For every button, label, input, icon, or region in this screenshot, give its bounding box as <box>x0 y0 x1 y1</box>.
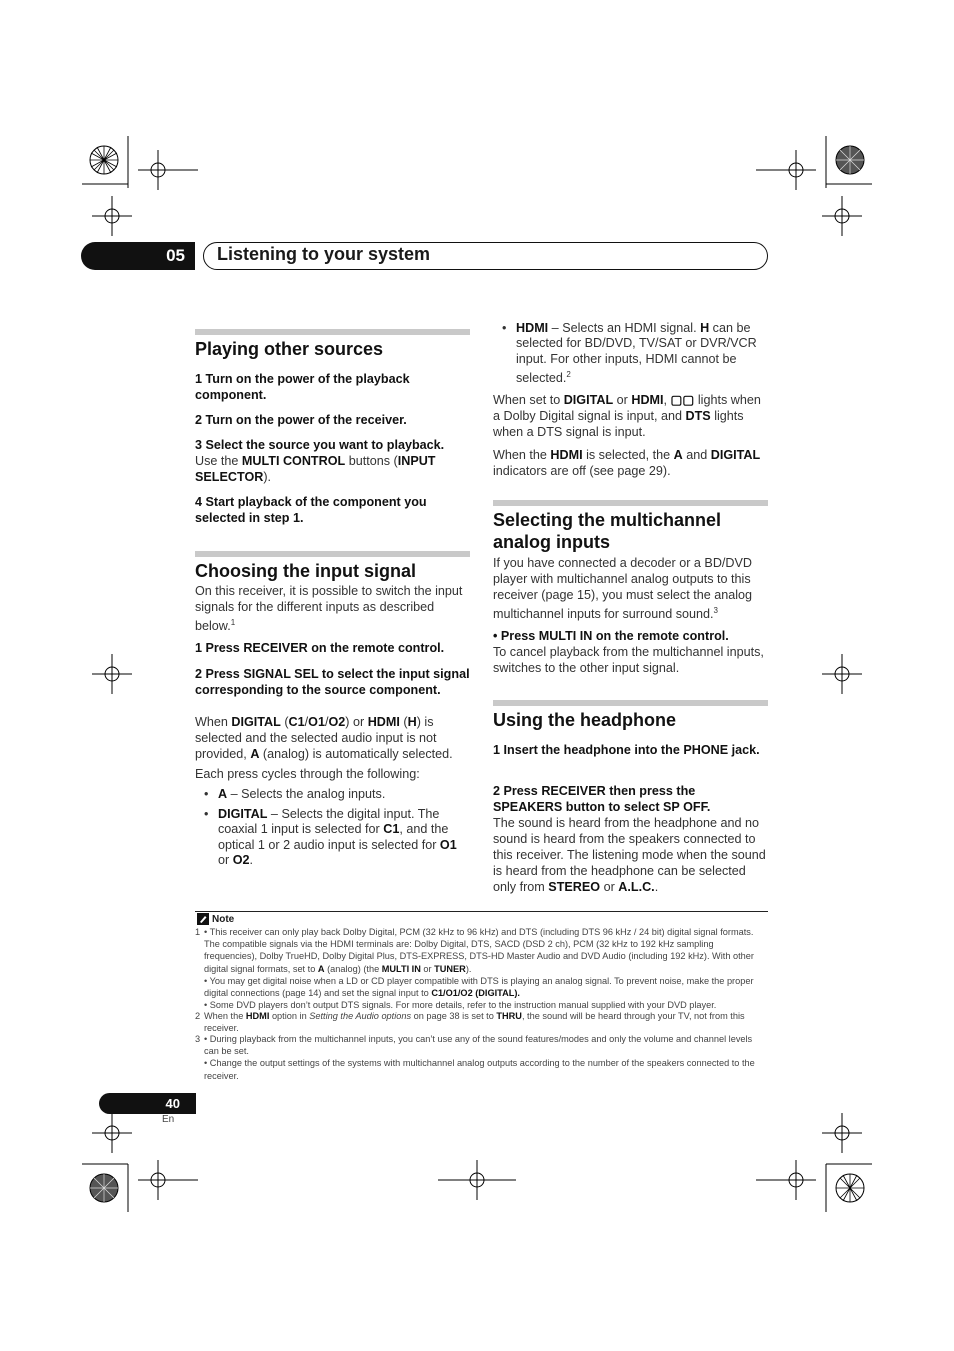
dolby-digital-icon: ▢▢ <box>670 393 695 407</box>
cycles-text: Each press cycles through the following: <box>195 767 420 781</box>
registration-mark-icon <box>820 654 870 694</box>
step-2: 2 Press RECEIVER then press the SPEAKERS button to select SP OFF. <box>493 784 711 814</box>
chapter-number: 05 <box>81 242 195 270</box>
page-number: 40 <box>99 1093 196 1114</box>
step-multi-in: • Press MULTI IN on the remote control. <box>493 629 729 643</box>
step-2: 2 Turn on the power of the receiver. <box>195 413 407 427</box>
section-divider <box>195 551 470 557</box>
when-set-paragraph: When set to DIGITAL or HDMI, ▢▢ lights when a Dolby Digital signal is input, and DTS lights when a DTS signal is input. <box>493 393 761 439</box>
step-3: 3 Select the source you want to playback. <box>195 438 445 452</box>
choosing-intro: On this receiver, it is possible to switch the input signals for the different inputs as described below.$^1$ <box>195 584 463 634</box>
headphone-body: The sound is heard from the headphone and no sound is heard from the speakers connected to this receiver. The listening mode when the sound is heard from the headphone can be selected only from STEREO or A.L.C.. <box>493 816 766 894</box>
step-1: 1 Insert the headphone into the PHONE jack. <box>493 743 760 757</box>
footnote-2: 2 When the HDMI option in Setting the Audio options on page 38 is set to THRU, the sound will be heard through your TV, not from this receiver. <box>195 1011 745 1034</box>
bullet-hdmi: • HDMI – Selects an HDMI signal. H can be selected for BD/DVD, TV/SAT or DVR/VCR input. For other inputs, HDMI cannot be selected.$^2$ <box>502 321 757 386</box>
section-divider <box>493 700 768 706</box>
registration-mark-icon <box>756 136 872 256</box>
footnote-1: 1 • This receiver can only play back Dolby Digital, PCM (32 kHz to 96 kHz) and DTS (including DTS 96 kHz / 24 bit) digital signal formats. The compatible signals via the HDMI terminals are: Dolby Digital, DTS, SACD (DSD 2 ch), PCM (32 kHz to 192 kHz sampling frequencies), Dolby TrueHD, Dolby Digital Plus, DTS-EXPRESS, DTS-HD Master Audio and DVD Audio (including 192 kHz). With other digital signal formats, set to A (analog) (the MULTI IN or TUNER). • You may get digital noise when a LD or CD player compatible with DTS is playing an analog signal. To prevent noise, make the proper digital connections (page 14) and set the signal input to C1/O1/O2 (DIGITAL). • Some DVD players don’t output DTS signals. For more details, refer to the instruction manual supplied with your DVD player. <box>195 927 754 1011</box>
section-divider <box>195 329 470 335</box>
footnote-3: 3 • During playback from the multichannel inputs, you can’t use any of the sound features/modes and only the volume and channel levels can be set. • Change the output settings of the systems with multichannel analog outputs according to the number of the speakers connected to the receiver. <box>195 1034 755 1081</box>
step-1: 1 Press RECEIVER on the remote control. <box>195 641 445 655</box>
chapter-title: Listening to your system <box>217 244 431 264</box>
bullet-analog: • A – Selects the analog inputs. <box>204 787 386 801</box>
step-2: 2 Press SIGNAL SEL to select the input signal corresponding to the source component. <box>195 667 470 697</box>
note-pencil-icon <box>197 913 209 925</box>
note-heading: Note <box>197 913 234 925</box>
bullet-digital: • DIGITAL – Selects the digital input. The coaxial 1 input is selected for C1, and the optical 1 or 2 audio input is selected for O1 or O2. <box>204 807 457 867</box>
section-heading-headphone: Using the headphone <box>493 710 677 730</box>
section-divider <box>493 500 768 506</box>
page-language: En <box>162 1114 175 1125</box>
step-3-body: Use the MULTI CONTROL buttons (INPUT SELECTOR). <box>195 454 436 484</box>
when-digital-paragraph: When DIGITAL (C1/O1/O2) or HDMI (H) is selected and the selected audio input is not provided, A (analog) is automatically selected. <box>195 715 453 761</box>
step-1: 1 Turn on the power of the playback component. <box>195 372 410 402</box>
section-heading-multichannel: Selecting the multichannel analog inputs <box>493 510 722 552</box>
note-divider <box>195 911 768 912</box>
registration-mark-icon <box>438 1160 516 1200</box>
registration-mark-icon <box>84 654 134 694</box>
registration-mark-icon <box>82 136 212 256</box>
multichannel-cancel: To cancel playback from the multichannel inputs, switches to the other input signal. <box>493 645 764 675</box>
registration-mark-icon <box>756 1094 872 1212</box>
multichannel-body: If you have connected a decoder or a BD/DVD player with multichannel analog outputs to this receiver (page 15), you must select the analog multichannel inputs for surround sound.$^3$ <box>493 556 753 622</box>
section-heading-playing: Playing other sources <box>195 339 384 359</box>
hdmi-selected-paragraph: When the HDMI is selected, the A and DIGITAL indicators are off (see page 29). <box>493 448 761 478</box>
section-heading-choosing: Choosing the input signal <box>195 561 416 581</box>
step-4: 4 Start playback of the component you selected in step 1. <box>195 495 427 525</box>
